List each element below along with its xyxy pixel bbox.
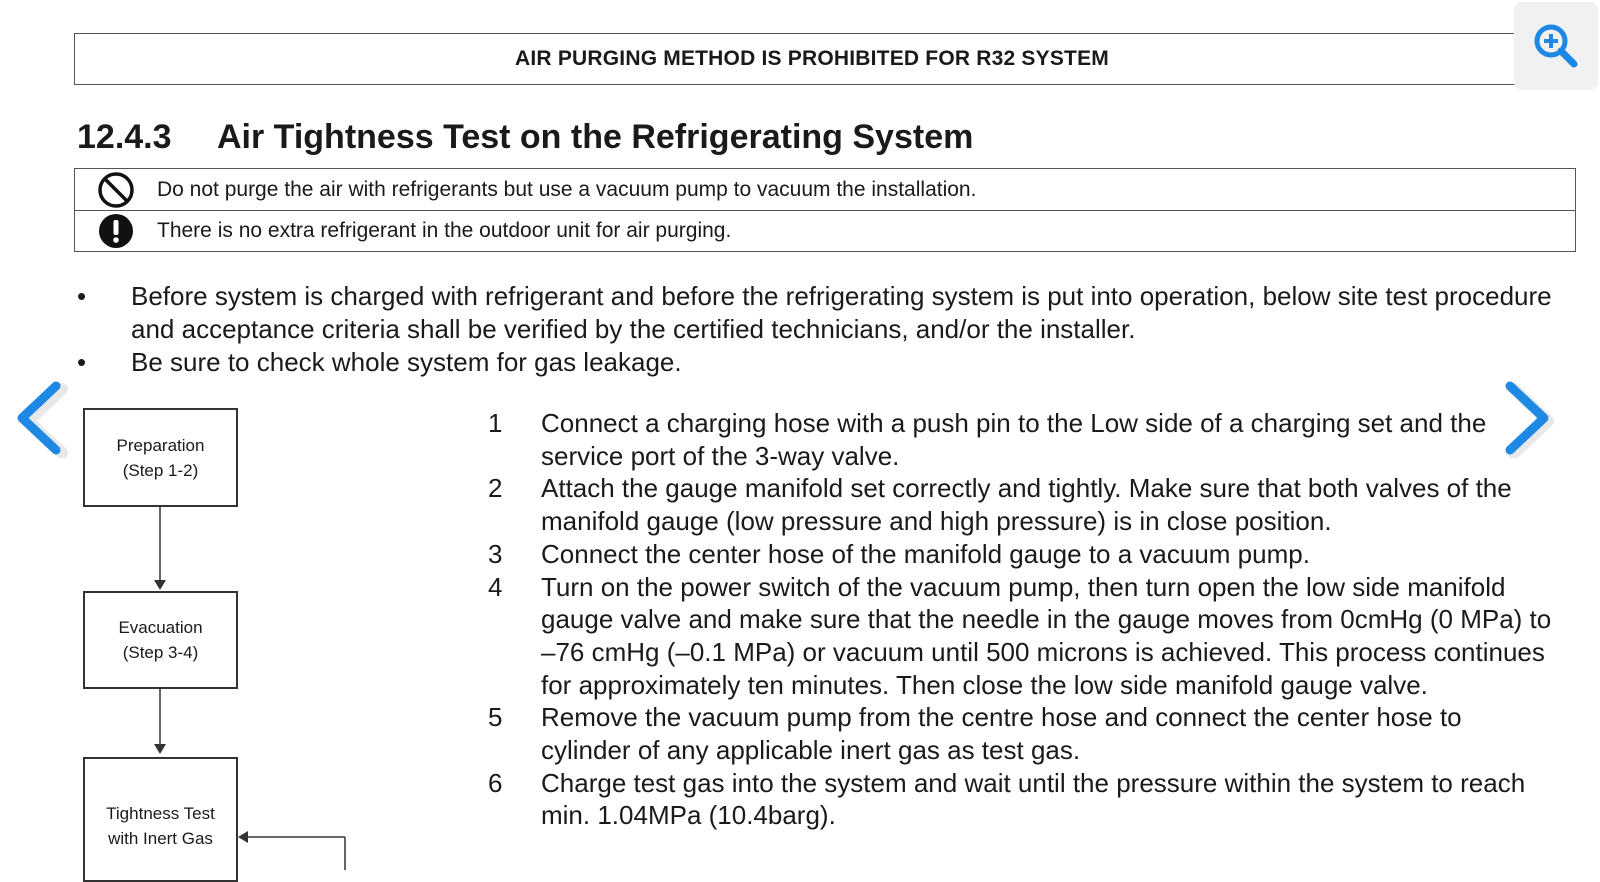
step-number: 4 (488, 571, 503, 602)
flow-box-line: (Step 1-2) (122, 460, 199, 480)
step-item (488, 571, 1558, 702)
step-item (488, 407, 1558, 472)
flow-box-line: Tightness Test (106, 804, 215, 823)
step-number: 6 (488, 767, 503, 798)
step-number: 5 (488, 702, 503, 733)
step-number: 2 (488, 473, 503, 504)
flow-box-line: with Inert Gas (108, 829, 213, 848)
chevron-left-icon (10, 378, 70, 458)
previous-page-button[interactable] (10, 378, 70, 463)
banner-text: AIR PURGING METHOD IS PROHIBITED FOR R32 SYSTEM (515, 47, 1109, 70)
step-item (488, 701, 1558, 766)
flow-box-line: (Step 3-4) (122, 643, 199, 662)
step-text: Charge test gas into the system and wait until the pressure within the system to reach min. 1.04MPa (10.4barg). (541, 767, 1526, 831)
zoom-in-button[interactable] (1514, 2, 1598, 90)
connector-arrowhead (154, 580, 166, 590)
step-text: Attach the gauge manifold set correctly and tightly. Make sure that both valves of the manifold gauge (low pressure and high pressure) is in close position. (541, 473, 1512, 537)
bullet-text: Before system is charged with refrigerant and before the refrigerating system is put into operation, below site test procedure and acceptance criteria shall be verified by the certified technicians, and/or the installer. (131, 281, 1552, 344)
bullet-mark: • (77, 347, 87, 377)
step-item (488, 767, 1558, 832)
connector-arrowhead (154, 744, 166, 754)
connector-arrowhead (238, 831, 248, 843)
bullet-mark: • (77, 281, 87, 311)
flow-box-line: Preparation (116, 435, 205, 455)
warning-text: Do not purge the air with refrigerants but use a vacuum pump to vacuum the installation. (157, 177, 977, 201)
procedure-steps (488, 407, 1558, 832)
step-number: 1 (488, 408, 503, 438)
section-title: Air Tightness Test on the Refrigerating System (217, 118, 974, 156)
step-item (488, 472, 1558, 537)
step-item (488, 538, 1558, 571)
warning-text: There is no extra refrigerant in the outdoor unit for air purging. (157, 219, 732, 242)
chevron-right-icon (1498, 378, 1558, 458)
step-text: Remove the vacuum pump from the centre hose and connect the center hose to cylinder of any applicable inert gas as test gas. (541, 702, 1462, 766)
step-text: Turn on the power switch of the vacuum pump, then turn open the low side manifold gauge valve and make sure that the needle in the gauge moves from 0cmHg (0 MPa) to –76 cmHg (–0.1 MPa) or vacuum until 500 microns is achieved. This process continues for approximately ten minutes. Then close the low side manifold gauge valve. (541, 571, 1552, 700)
step-number: 3 (488, 538, 503, 569)
flow-box-preparation (83, 408, 238, 507)
section-number: 12.4.3 (77, 118, 172, 156)
flow-box-line: Evacuation (118, 618, 203, 637)
step-text: Connect the center hose of the manifold gauge to a vacuum pump. (541, 538, 1310, 569)
step-text: Connect a charging hose with a push pin to the Low side of a charging set and the service port of the 3-way valve. (541, 408, 1487, 471)
bullet-text: Be sure to check whole system for gas leakage. (131, 347, 682, 377)
flow-box-evacuation (83, 591, 238, 689)
flow-box-tightness-test (83, 757, 238, 882)
next-page-button[interactable] (1498, 378, 1558, 463)
zoom-in-icon (1531, 21, 1581, 71)
